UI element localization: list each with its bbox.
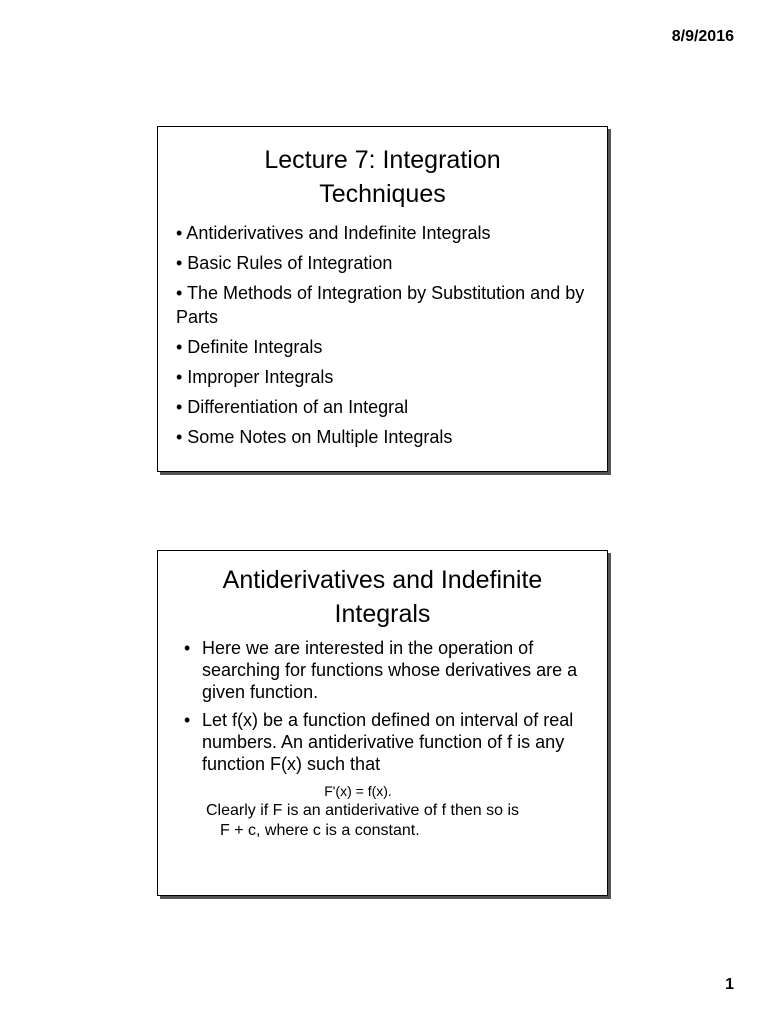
list-item: • Definite Integrals: [176, 337, 323, 357]
note-line-1: Clearly if F is an antiderivative of f then so is: [206, 802, 520, 819]
note: [206, 801, 566, 841]
list-item: [184, 709, 584, 775]
list-item-text: Let f(x) be a function defined on interval of real numbers. An antiderivative function of f is any function F(x) such that: [202, 710, 574, 774]
topic-list: [176, 221, 586, 449]
slide-title: [183, 143, 583, 211]
list-item: • The Methods of Integration by Substitution and by Parts: [176, 283, 585, 327]
page-number: 1: [725, 976, 734, 993]
title-line-1: Lecture 7: Integration: [264, 146, 501, 174]
title-line-2: Techniques: [319, 180, 446, 208]
header-date: 8/9/2016: [671, 28, 734, 45]
slide-antiderivatives: [157, 550, 608, 896]
slide-title: [183, 563, 583, 631]
note-line-2: F + c, where c is a constant.: [220, 822, 420, 839]
slide-lecture-7: [157, 126, 608, 472]
list-item: • Antiderivatives and Indefinite Integrals: [176, 223, 491, 243]
definition-list: [184, 637, 584, 775]
list-item: • Differentiation of an Integral: [176, 397, 409, 417]
bullet-icon: •: [184, 638, 191, 658]
list-item: • Improper Integrals: [176, 367, 334, 387]
list-item: • Basic Rules of Integration: [176, 253, 393, 273]
title-line-1: Antiderivatives and Indefinite: [222, 566, 543, 594]
title-line-2: Integrals: [334, 600, 431, 628]
formula: F'(x) = f(x).: [324, 783, 392, 799]
list-item: • Some Notes on Multiple Integrals: [176, 427, 453, 447]
list-item: [184, 637, 584, 703]
bullet-icon: •: [184, 710, 191, 730]
list-item-text: Here we are interested in the operation of searching for functions whose derivatives are a given function.: [202, 638, 578, 702]
